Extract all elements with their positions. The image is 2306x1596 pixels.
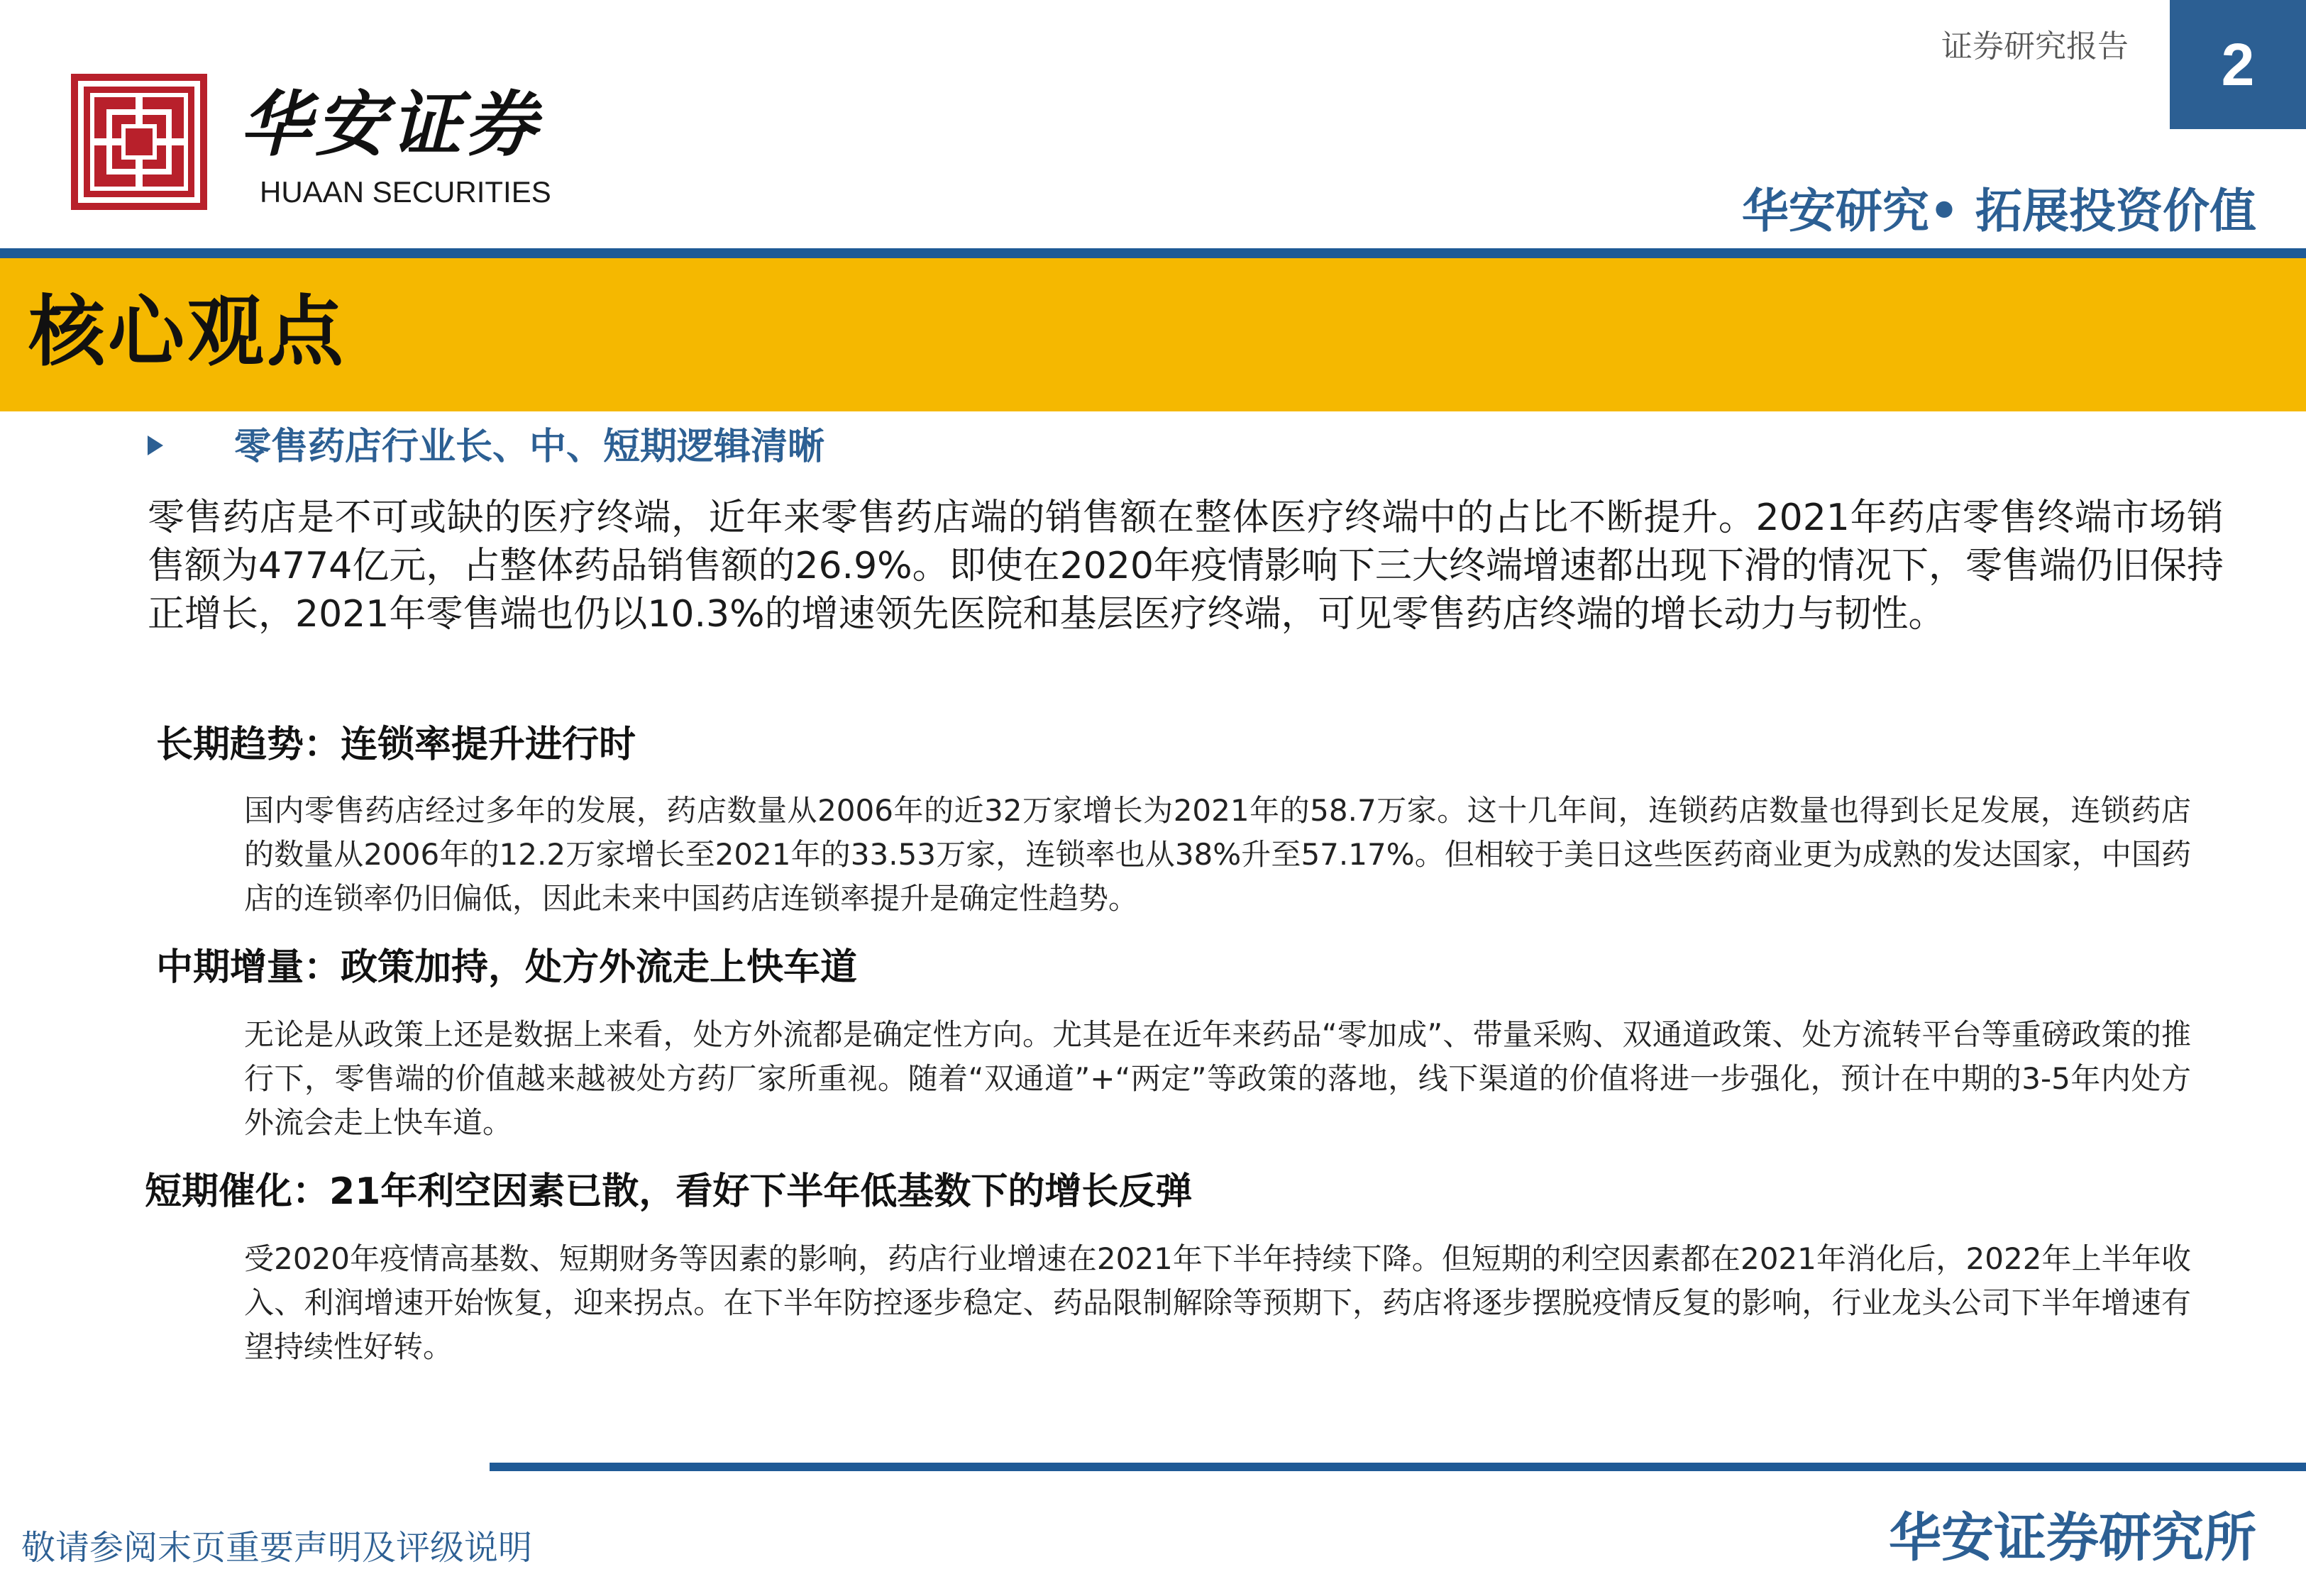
header-divider <box>0 248 2306 258</box>
footer-disclaimer: 敬请参阅末页重要声明及评级说明 <box>21 1528 533 1568</box>
section-heading-mid-term: 中期增量：政策加持，处方外流走上快车道 <box>156 946 858 989</box>
triangle-bullet-icon <box>148 436 163 455</box>
section-heading-short-term: 短期催化：21年利空因素已散，看好下半年低基数下的增长反弹 <box>145 1170 1193 1213</box>
footer-divider <box>490 1463 2306 1471</box>
intro-paragraph: 零售药店是不可或缺的医疗终端，近年来零售药店端的销售额在整体医疗终端中的占比不断提升。2021年药店零售终端市场销售额为4774亿元，占整体药品销售额的26.9%。即使在2020年疫情影响下三大终端增速都出现下滑的情况下，零售端仍旧保持正增长，2021年零售端也仍以10.3%的增速领先医院和基层医疗终端，可见零售药店终端的增长动力与韧性。 <box>148 497 2224 636</box>
section-body-long-term: 国内零售药店经过多年的发展，药店数量从2006年的近32万家增长为2021年的58.7万家。这十几年间，连锁药店数量也得到长足发展，连锁药店的数量从2006年的12.2万家增长至2021年的33.53万家，连锁率也从38%升至57.17%。但相较于美日这些医药商业更为成熟的发达国家，中国药店的连锁率仍旧偏低，因此未来中国药店连锁率提升是确定性趋势。 <box>244 793 2191 916</box>
footer-institute-name: 华安证券研究所 <box>1889 1507 2256 1568</box>
section-body-short-term: 受2020年疫情高基数、短期财务等因素的影响，药店行业增速在2021年下半年持续下降。但短期的利空因素都在2021年消化后，2022年上半年收入、利润增速开始恢复，迎来拐点。在下半年防控逐步稳定、药品限制解除等预期下，药店将逐步摆脱疫情反复的影响，行业龙头公司下半年增速有望持续性好转。 <box>244 1241 2191 1364</box>
section-heading-long-term: 长期趋势：连锁率提升进行时 <box>156 724 636 766</box>
page-number-badge <box>2170 0 2306 129</box>
page-number: 2 <box>2221 31 2255 98</box>
logo-chinese-name: 华安证券 <box>240 82 541 166</box>
page-title: 核心观点 <box>28 288 347 377</box>
huaan-logo-icon <box>71 74 207 210</box>
report-type-label: 证券研究报告 <box>1941 28 2129 65</box>
logo-english-name: HUAAN SECURITIES <box>260 175 551 209</box>
section-body-mid-term: 无论是从政策上还是数据上来看，处方外流都是确定性方向。尤其是在近年来药品“零加成”、带量采购、双通道政策、处方流转平台等重磅政策的推行下，零售端的价值越来越被处方药厂家所重视。随着“双通道”+“两定”等政策的落地，线下渠道的价值将进一步强化，预计在中期的3-5年内处方外流会走上快车道。 <box>244 1017 2191 1140</box>
bullet-heading: 零售药店行业长、中、短期逻辑清晰 <box>234 426 825 468</box>
header-slogan: 华安研究• 拓展投资价值 <box>1741 184 2256 238</box>
